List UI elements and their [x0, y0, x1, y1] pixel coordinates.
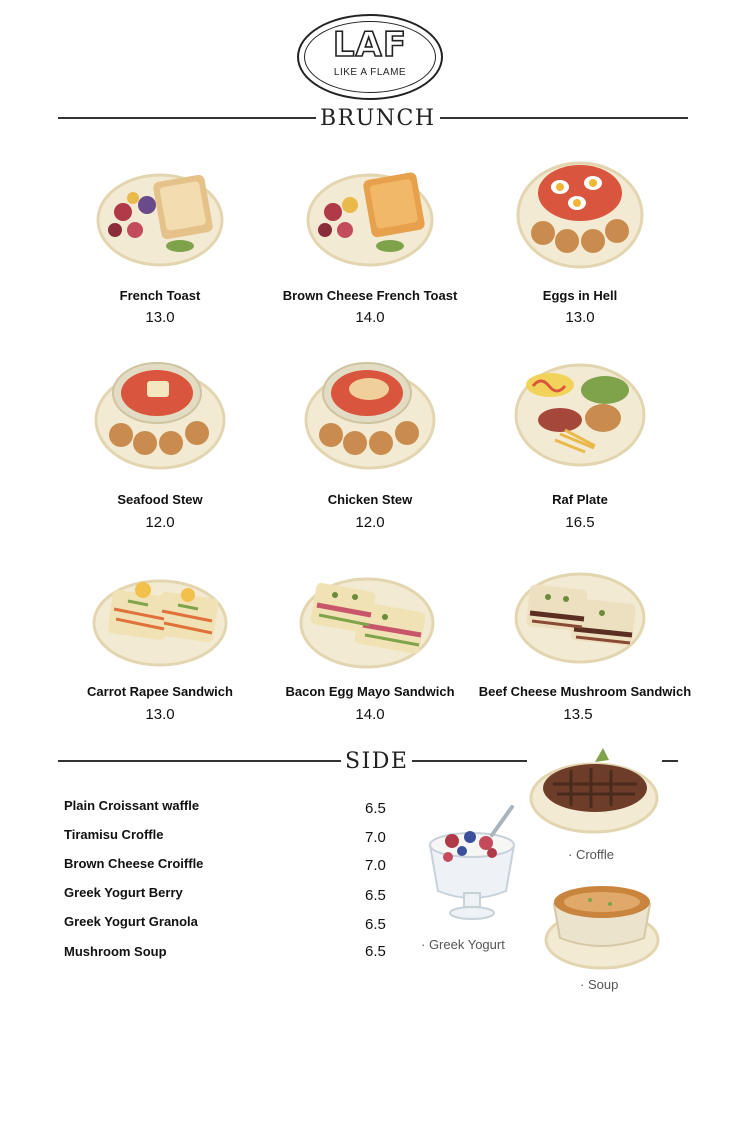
side-section-title: SIDE [341, 749, 412, 774]
side-item-price: 7.0 [365, 857, 386, 874]
menu-item-name: Seafood Stew [117, 492, 203, 507]
menu-item-price: 13.0 [565, 309, 595, 326]
menu-item-price: 12.0 [355, 514, 385, 531]
side-item-name: Tiramisu Croffle [64, 827, 164, 842]
soup-caption: · Soup [580, 977, 619, 992]
logo-tagline: LIKE A FLAME [333, 67, 407, 78]
brunch-section-title: BRUNCH [316, 106, 440, 131]
croffle-image [527, 740, 662, 838]
side-item-price: 6.5 [365, 916, 386, 933]
brown-cheese-french-toast-image [295, 150, 445, 280]
menu-item-name: Raf Plate [552, 492, 608, 507]
greek-yogurt-image [422, 805, 522, 930]
french-toast-image [85, 150, 235, 280]
menu-item-name: Carrot Rapee Sandwich [87, 684, 233, 699]
side-item-price: 6.5 [365, 887, 386, 904]
menu-item-price: 16.5 [565, 514, 595, 531]
side-item-name: Brown Cheese Croiffle [64, 856, 204, 871]
chicken-stew-image [295, 345, 445, 475]
menu-item-price: 12.0 [145, 514, 175, 531]
menu-item-name: Beef Cheese Mushroom Sandwich [478, 684, 692, 699]
side-item-price: 6.5 [365, 800, 386, 817]
raf-plate-image [505, 350, 655, 480]
eggs-in-hell-image [505, 145, 655, 275]
mushroom-soup-image [540, 868, 665, 973]
side-item-price: 7.0 [365, 829, 386, 846]
greek-yogurt-caption: · Greek Yogurt [421, 937, 505, 952]
beef-cheese-mushroom-sandwich-image [510, 553, 660, 683]
side-item-name: Greek Yogurt Berry [64, 885, 183, 900]
menu-item-name: Chicken Stew [327, 492, 413, 507]
menu-item-price: 13.0 [145, 309, 175, 326]
side-item-name: Mushroom Soup [64, 944, 167, 959]
menu-item-price: 14.0 [355, 706, 385, 723]
menu-item-price: 13.0 [145, 706, 175, 723]
side-item-name: Plain Croissant waffle [64, 798, 200, 813]
logo-text: LAF [332, 25, 408, 65]
menu-item-name: Brown Cheese French Toast [282, 288, 458, 303]
menu-item-name: French Toast [119, 288, 201, 303]
croffle-caption: · Croffle [568, 847, 614, 862]
carrot-rapee-sandwich-image [88, 555, 238, 685]
laf-logo [297, 14, 443, 100]
menu-item-price: 14.0 [355, 309, 385, 326]
side-item-price: 6.5 [365, 943, 386, 960]
bacon-egg-mayo-sandwich-image [295, 555, 445, 685]
menu-item-name: Eggs in Hell [542, 288, 618, 303]
seafood-stew-image [85, 345, 235, 475]
side-item-name: Greek Yogurt Granola [64, 914, 198, 929]
menu-item-price: 13.5 [563, 706, 593, 723]
menu-item-name: Bacon Egg Mayo Sandwich [285, 684, 455, 699]
